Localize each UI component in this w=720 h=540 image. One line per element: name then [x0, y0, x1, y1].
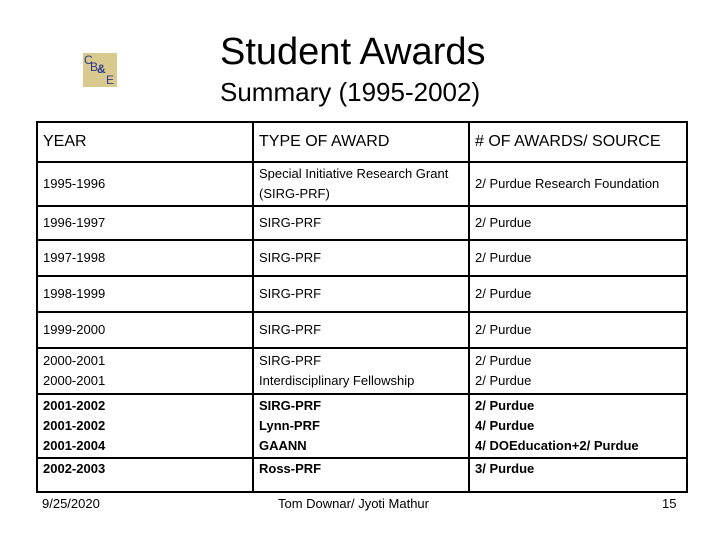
cell-line: 2002-2003: [43, 461, 106, 476]
cell-line: SIRG-PRF: [259, 322, 322, 337]
page-title: Student Awards: [220, 31, 486, 73]
footer-date: 9/25/2020: [42, 496, 100, 511]
table-row: [37, 394, 687, 458]
cell-type: [253, 312, 469, 348]
logo-letter: C: [84, 53, 93, 67]
cell-line: SIRG-PRF: [259, 250, 322, 265]
table-row: [37, 240, 687, 276]
cell-year: [37, 394, 253, 458]
cell-line: Ross-PRF: [259, 461, 322, 476]
cell-line: 2001-2002: [43, 398, 106, 413]
cell-line: 1995-1996: [43, 176, 106, 191]
table-row: [37, 458, 687, 492]
cell-year: [37, 276, 253, 312]
header-year: YEAR: [37, 122, 253, 162]
cell-type: [253, 240, 469, 276]
cell-line: 1997-1998: [43, 250, 106, 265]
cell-line: 2/ Purdue: [475, 250, 532, 265]
page-subtitle: Summary (1995-2002): [220, 77, 481, 107]
cell-type: [253, 458, 469, 492]
awards-table: [36, 121, 688, 493]
cell-line: GAANN: [259, 438, 307, 453]
cell-source: [469, 206, 687, 240]
cell-line: Interdisciplinary Fellowship: [259, 373, 415, 388]
cell-line: 4/ DOEducation+2/ Purdue: [475, 438, 639, 453]
cell-line: SIRG-PRF: [259, 353, 322, 368]
cell-line: 2/ Purdue: [475, 353, 532, 368]
cell-line: 2/ Purdue: [475, 373, 532, 388]
cell-source: [469, 458, 687, 492]
cell-type: [253, 394, 469, 458]
table-row: [37, 348, 687, 394]
cell-type: [253, 276, 469, 312]
cell-line: SIRG-PRF: [259, 286, 322, 301]
cell-year: [37, 458, 253, 492]
cell-line: 1998-1999: [43, 286, 106, 301]
cell-line: Special Initiative Research Grant (SIRG-PRF): [259, 166, 449, 201]
cell-line: 2/ Purdue: [475, 322, 532, 337]
cell-source: [469, 394, 687, 458]
cell-type: [253, 206, 469, 240]
cell-line: SIRG-PRF: [259, 398, 322, 413]
cell-line: 2001-2004: [43, 438, 106, 453]
cell-source: [469, 348, 687, 394]
cell-line: 3/ Purdue: [475, 461, 535, 476]
cell-type: [253, 162, 469, 206]
logo-letter: B: [90, 60, 99, 74]
cell-line: 2/ Purdue: [475, 286, 532, 301]
header-type: TYPE OF AWARD: [253, 122, 469, 162]
cell-line: 2000-2001: [43, 353, 106, 368]
cell-line: 1996-1997: [43, 215, 106, 230]
cbe-logo: [83, 53, 117, 87]
table-header-row: [37, 122, 687, 162]
cell-line: Lynn-PRF: [259, 418, 320, 433]
cell-line: 2/ Purdue: [475, 215, 532, 230]
header-source: # OF AWARDS/ SOURCE: [469, 122, 687, 162]
cell-year: [37, 206, 253, 240]
cell-line: 4/ Purdue: [475, 418, 535, 433]
cell-line: 2/ Purdue: [475, 398, 535, 413]
table-row: [37, 162, 687, 206]
table-row: [37, 312, 687, 348]
logo-letter: &: [97, 62, 106, 76]
table-row: [37, 276, 687, 312]
cell-line: 2/ Purdue Research Foundation: [475, 176, 660, 191]
cell-year: [37, 348, 253, 394]
cell-source: [469, 312, 687, 348]
cell-source: [469, 240, 687, 276]
cell-line: 1999-2000: [43, 322, 106, 337]
cell-year: [37, 240, 253, 276]
cell-source: [469, 162, 687, 206]
footer-author: Tom Downar/ Jyoti Mathur: [278, 496, 429, 511]
logo-letter: E: [106, 73, 115, 87]
cell-year: [37, 162, 253, 206]
cell-source: [469, 276, 687, 312]
cell-line: 2000-2001: [43, 373, 106, 388]
page-number: 15: [662, 496, 677, 511]
cell-year: [37, 312, 253, 348]
cell-line: 2001-2002: [43, 418, 106, 433]
cell-line: SIRG-PRF: [259, 215, 322, 230]
table-row: [37, 206, 687, 240]
cell-type: [253, 348, 469, 394]
